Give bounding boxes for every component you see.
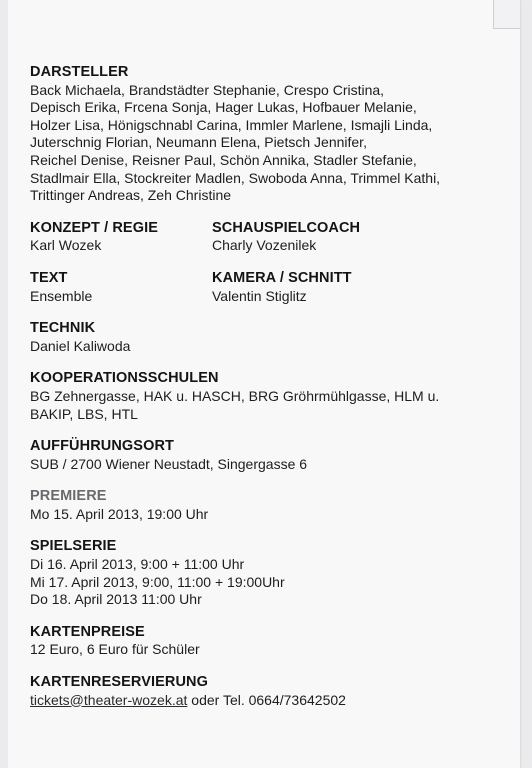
page-corner-tab [493,0,520,29]
kamera-heading: KAMERA / SCHNITT [212,269,352,286]
credits-content [30,64,500,724]
spielserie-line: Do 18. April 2013 11:00 Uhr [30,591,202,608]
ort-value: SUB / 2700 Wiener Neustadt, Singergasse 6 [30,455,308,472]
kooperation-section [30,370,500,423]
spielserie-section [30,538,500,608]
premiere-heading: PREMIERE [30,488,107,505]
coach-value: Charly Vozenilek [212,237,317,254]
technik-value: Daniel Kaliwoda [30,337,131,354]
spielserie-line: Mi 17. April 2013, 9:00, 11:00 + 19:00Uhr [30,573,285,590]
text-section [30,270,212,305]
kooperation-line: BG Zehnergasse, HAK u. HASCH, BRG Gröhrmühlgasse, HLM u. [30,387,440,404]
text-heading: TEXT [30,269,68,286]
kartenpreise-value: 12 Euro, 6 Euro für Schüler [30,641,200,658]
cast-line: Back Michaela, Brandstädter Stephanie, Crespo Cristina, [30,81,385,98]
ticket-email-link[interactable]: tickets@theater-wozek.at [30,691,188,708]
reservierung-heading: KARTENRESERVIERUNG [30,674,208,691]
program-page [8,0,520,768]
reservierung-phone: oder Tel. 0664/73642502 [187,691,346,708]
premiere-section [30,488,500,523]
darsteller-heading: DARSTELLER [30,64,129,80]
ort-heading: AUFFÜHRUNGSORT [30,438,174,455]
kamera-value: Valentin Stiglitz [212,287,307,304]
reservierung-line [30,692,500,710]
kartenpreise-heading: KARTENPREISE [30,623,145,640]
cast-line: Stadlmair Ella, Stockreiter Madlen, Swoboda Anna, Trimmel Kathi, [30,169,441,186]
kamera-section [212,270,492,305]
kooperation-heading: KOOPERATIONSSCHULEN [30,370,219,387]
technik-heading: TECHNIK [30,320,96,337]
kartenpreise-section [30,624,500,659]
coach-heading: SCHAUSPIELCOACH [212,219,361,236]
konzept-coach-row [30,220,500,255]
reservierung-section [30,674,500,709]
kooperation-line: BAKIP, LBS, HTL [30,405,138,422]
konzept-section [30,220,212,255]
konzept-value: Karl Wozek [30,237,102,254]
spielserie-heading: SPIELSERIE [30,538,117,555]
spielserie-line: Di 16. April 2013, 9:00 + 11:00 Uhr [30,556,245,573]
cast-line: Reichel Denise, Reisner Paul, Schön Annika, Stadler Stefanie, [30,151,417,168]
darsteller-section [30,64,500,205]
premiere-value: Mo 15. April 2013, 19:00 Uhr [30,505,209,522]
coach-section [212,220,492,255]
technik-section [30,320,500,355]
text-kamera-row [30,270,500,305]
cast-line: Depisch Erika, Frcena Sonja, Hager Lukas, Hofbauer Melanie, [30,99,417,116]
cast-line: Holzer Lisa, Hönigschnabl Carina, Immler Marlene, Ismajli Linda, [30,116,433,133]
text-value: Ensemble [30,287,93,304]
cast-line: Trittinger Andreas, Zeh Christine [30,187,232,204]
cast-line: Juterschnig Florian, Neumann Elena, Pietsch Jennifer, [30,134,367,151]
konzept-heading: KONZEPT / REGIE [30,219,158,236]
ort-section [30,438,500,473]
